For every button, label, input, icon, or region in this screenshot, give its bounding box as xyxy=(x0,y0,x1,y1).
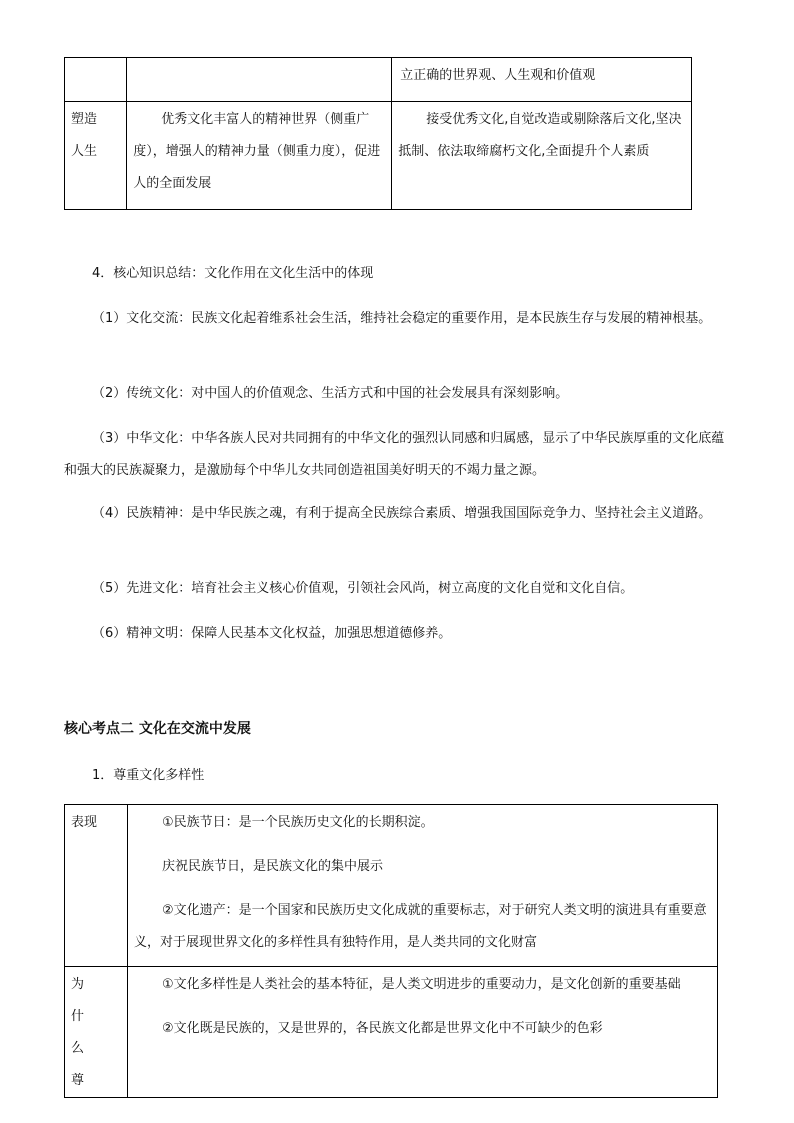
section-heading: 核心考点二 文化在交流中发展 xyxy=(64,721,251,737)
table-cell xyxy=(392,102,692,210)
section-4-item-4: （4）民族精神：是中华民族之魂，有利于提高全民族综合素质、增强我国国际竞争力、坚持社会主义道路。 xyxy=(92,506,712,521)
cell-text: 接受优秀文化,自觉改造或剔除落后文化,坚决抵制、依法取缔腐朽文化,全面提升个人素质 xyxy=(398,112,682,159)
table-cell xyxy=(65,805,128,967)
cell-text: 庆祝民族节日，是民族文化的集中展示 xyxy=(162,859,384,874)
table-cell xyxy=(128,967,718,1098)
table-1 xyxy=(64,57,692,210)
table-cell xyxy=(127,58,392,102)
cell-text: ①民族节日：是一个民族历史文化的长期积淀。 xyxy=(162,815,434,830)
table-cell xyxy=(392,58,692,102)
cell-text: 优秀文化丰富人的精神世界（侧重广度），增强人的精神力量（侧重力度），促进人的全面发展 xyxy=(133,112,381,191)
section-4-item-6: （6）精神文明：保障人民基本文化权益，加强思想道德修养。 xyxy=(92,626,452,641)
table-cell xyxy=(65,102,127,210)
section-4-title: 4．核心知识总结：文化作用在文化生活中的体现 xyxy=(92,266,374,281)
table-cell xyxy=(127,102,392,210)
table-2 xyxy=(64,804,718,1098)
table-row xyxy=(65,58,692,102)
cell-text: ②文化既是民族的，又是世界的，各民族文化都是世界文化中不可缺少的色彩 xyxy=(162,1021,603,1036)
cell-text: ②文化遗产：是一个国家和民族历史文化成就的重要标志，对于研究人类文明的演进具有重要意义，对于展现世界文化的多样性具有独特作用，是人类共同的文化财富 xyxy=(134,903,707,950)
row-label: 塑造人生 xyxy=(71,112,98,159)
section-4-item-5: （5）先进文化：培育社会主义核心价值观，引领社会风尚，树立高度的文化自觉和文化自信。 xyxy=(92,581,634,596)
cell-text: ①文化多样性是人类社会的基本特征，是人类文明进步的重要动力，是文化创新的重要基础 xyxy=(162,977,681,992)
table-cell xyxy=(65,967,128,1098)
table-row xyxy=(65,967,718,1098)
table-row xyxy=(65,102,692,210)
row-label: 表现 xyxy=(71,815,98,830)
table-row xyxy=(65,805,718,967)
table-cell xyxy=(128,805,718,967)
table-cell xyxy=(65,58,127,102)
subsection-title: 1．尊重文化多样性 xyxy=(92,768,205,783)
section-4-item-3: （3）中华文化：中华各族人民对共同拥有的中华文化的强烈认同感和归属感，显示了中华民族厚重的文化底蕴和强大的民族凝聚力，是激励每个中华儿女共同创造祖国美好明天的不竭力量之源。 xyxy=(64,431,725,478)
section-4-item-2: （2）传统文化：对中国人的价值观念、生活方式和中国的社会发展具有深刻影响。 xyxy=(92,386,569,401)
section-4-item-1: （1）文化交流：民族文化起着维系社会生活，维持社会稳定的重要作用，是本民族生存与发展的精神根基。 xyxy=(92,311,712,326)
cell-text: 立正确的世界观、人生观和价值观 xyxy=(400,68,596,83)
row-label: 为什么尊 xyxy=(71,977,93,1088)
